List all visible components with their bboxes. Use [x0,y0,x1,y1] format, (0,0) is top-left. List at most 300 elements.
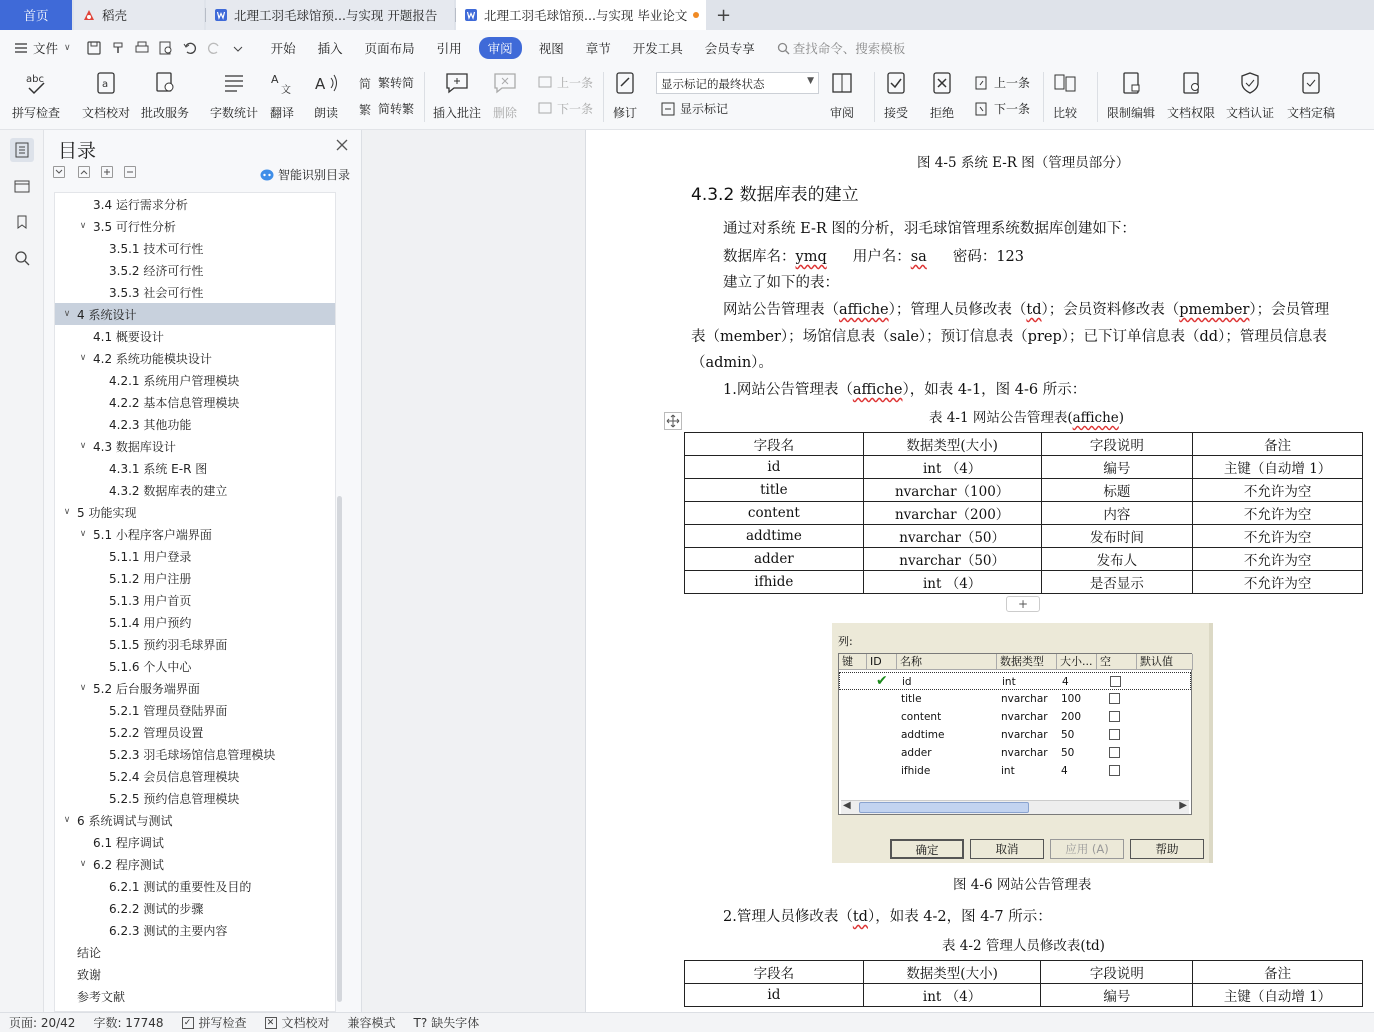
toc-item[interactable] [55,809,336,831]
toc-panel-icon[interactable] [10,138,34,162]
toc-item[interactable] [55,633,336,655]
toc-item[interactable] [55,963,336,985]
command-search-placeholder: 查找命令、搜索模板 [792,41,906,56]
toc-item[interactable] [55,545,336,567]
table-header-cell: 字段名 [685,961,864,984]
doc-finalize-button[interactable] [1287,70,1335,121]
reject-button[interactable] [929,70,955,121]
word-doc-icon [464,8,478,22]
toc-list [54,192,336,1012]
columns-grid [838,653,1192,815]
revise-button[interactable] [612,70,638,121]
traditional-to-simplified-label: 繁转简 [378,76,415,90]
grid-cell: nvarchar [1001,729,1048,741]
toc-item-label: 4.2.1 系统用户管理模块 [109,373,240,388]
grid-cell: 100 [1061,693,1082,705]
text-run: ) [1099,938,1105,954]
search-icon [777,42,790,55]
toc-item-label: 6.2 程序测试 [93,857,164,872]
table-header-cell: 字段说明 [1041,433,1193,456]
table-cell: 是否显示 [1041,571,1193,594]
toc-item-label: 6 系统调试与测试 [77,813,173,828]
menu-member[interactable]: 会员专享 [704,41,755,56]
chevron-down-icon[interactable]: ∨ [79,683,87,693]
table-header-row [685,961,1363,984]
nullable-checkbox [1109,693,1120,704]
nullable-checkbox [1109,747,1120,758]
paragraph-4-line-3: （admin）。 [691,355,773,371]
simplified-to-traditional-label: 简转繁 [378,102,415,116]
grid-cell: nvarchar [1001,693,1048,705]
spellcheck-status[interactable] [173,1014,256,1031]
revise-label: 修订 [612,106,637,120]
review-pane-button[interactable] [829,70,855,121]
document-page[interactable] [586,130,1374,1012]
menu-bar [0,30,1374,66]
ribbon-separator [1043,72,1044,122]
prev-comment-button[interactable] [537,74,593,91]
dialog-help-button: 帮助 [1130,839,1204,859]
next-comment-icon [537,101,553,117]
paragraph-2 [723,245,1024,266]
paragraph-1: 通过对系统 E-R 图的分析，羽毛球馆管理系统数据库创建如下： [723,221,1136,237]
text-run: ）；会员资料修改表（ [1041,302,1180,318]
toc-item[interactable] [55,655,336,677]
spellcheck-button[interactable] [12,70,60,121]
table-cell: int （4） [863,456,1041,479]
svg-text:简: 简 [359,76,372,91]
undo-icon[interactable] [181,39,199,57]
toc-item-label: 5.2.2 管理员设置 [109,725,204,740]
compare-button[interactable] [1052,70,1078,121]
toc-item[interactable] [55,743,336,765]
show-marks-label: 显示标记 [680,102,729,116]
menu-developer[interactable]: 开发工具 [632,41,683,56]
table-cell: 不允许为空 [1193,479,1363,502]
menu-review[interactable]: 审阅 [479,37,522,59]
table-row [685,502,1363,525]
nullable-checkbox [1109,765,1120,776]
table-cell: content [685,502,864,525]
restrict-edit-button[interactable] [1107,70,1155,121]
text-run: 2.管理人员修改表（ [723,909,853,925]
toc-item[interactable] [55,941,336,963]
toc-item[interactable] [55,589,336,611]
table-cell: nvarchar（50） [863,525,1041,548]
next-comment-button[interactable] [537,100,593,117]
tab-doc1-label: 北理工羽毛球馆预...与实现 开题报告 [234,8,438,23]
identity-check-icon: ✔ [876,673,888,689]
toc-item-label: 3.5.2 经济可行性 [109,263,204,278]
table-cell: 不允许为空 [1193,548,1363,571]
print-preview-icon[interactable] [157,39,175,57]
ribbon-separator [1097,72,1098,122]
toc-item-label: 结论 [77,945,102,960]
toc-item[interactable] [55,765,336,787]
doccheck-label: 文档校对 [82,106,131,120]
convert-icon [358,101,374,117]
unsaved-dot-icon [693,12,699,18]
file-menu[interactable] [0,39,82,57]
expand-up-icon[interactable] [78,166,90,178]
doc-cert-button[interactable] [1226,70,1274,121]
save-icon[interactable] [85,39,103,57]
traditional-to-simplified-button[interactable] [358,74,414,91]
grid-cell: nvarchar [1001,747,1048,759]
doc-finalize-label: 文档定稿 [1287,106,1336,120]
toc-item[interactable] [55,215,336,237]
toc-item[interactable] [55,919,336,941]
collapse-all-icon[interactable] [53,166,65,178]
delete-comment-label: 删除 [492,106,517,120]
tab-document-proposal[interactable] [206,0,454,30]
menu-references[interactable]: 引用 [436,41,462,56]
grid-cell: adder [901,747,932,759]
toc-item[interactable] [55,611,336,633]
toc-item[interactable] [55,501,336,523]
figure-4-6-caption: 图 4-6 网站公告管理表 [953,877,1092,893]
text-run: 1.网站公告管理表（ [723,382,853,398]
show-marks-button[interactable] [660,100,728,117]
table-cell: 内容 [1041,502,1193,525]
toc-item-label: 5.2.4 会员信息管理模块 [109,769,240,784]
doccheck-button[interactable] [82,70,130,121]
toc-panel [44,130,362,1012]
paragraph-4-line-1 [723,298,1329,319]
tab-document-thesis[interactable] [456,0,706,30]
doc-permission-button[interactable] [1167,70,1215,121]
check-icon: ✓ [182,1017,194,1029]
svg-text:A: A [271,73,279,86]
table-add-row-button[interactable]: + [1006,596,1040,612]
table-cell: 编号 [1041,456,1193,479]
toc-item[interactable] [55,435,336,457]
next-change-label: 下一条 [994,102,1031,116]
chevron-down-icon[interactable]: ∨ [79,353,87,363]
tab-home[interactable] [0,0,72,30]
menu-insert[interactable]: 插入 [317,41,343,56]
toc-item[interactable] [55,523,336,545]
toc-item-label: 5.1.1 用户登录 [109,549,192,564]
toc-item[interactable] [55,325,336,347]
text-run: ），如表 4-1，图 4-6 所示： [902,382,1087,398]
word-doc-icon [214,8,228,22]
grid-cell: id [902,676,912,688]
toc-item[interactable] [55,985,336,1007]
table-4-1-caption [929,406,1124,426]
track-state-value: 显示标记的最终状态 [661,77,765,91]
translate-label: 翻译 [269,106,294,120]
grid-cell: int [1001,765,1015,777]
grid-row [839,708,1191,726]
reject-icon [929,70,955,96]
chevron-down-icon[interactable]: ∨ [79,859,87,869]
spellcheck-label: 拼写检查 [12,106,61,120]
proof-status-label: 文档校对 [281,1016,330,1030]
paragraph-5 [723,378,1086,399]
missing-font-label: 缺失字体 [431,1016,480,1030]
grid-cell: 4 [1061,765,1068,777]
user-label: 用户名： [852,249,911,265]
doc-cert-label: 文档认证 [1226,106,1275,120]
toc-item-label: 5.1.4 用户预约 [109,615,192,630]
toc-item[interactable] [55,677,336,699]
toc-item-label: 3.5.3 社会可行性 [109,285,204,300]
toc-item-label: 5.2 后台服务端界面 [93,681,200,696]
toc-item[interactable] [55,831,336,853]
menu-view[interactable]: 视图 [538,41,564,56]
toc-item[interactable] [55,347,336,369]
chevron-down-icon: ▼ [807,76,814,86]
chevron-down-icon[interactable]: ∨ [63,309,71,319]
toc-item[interactable] [55,897,336,919]
annotate-service-label: 批改服务 [141,106,190,120]
track-state-select[interactable] [656,72,819,94]
chevron-down-icon[interactable]: ∨ [79,221,87,231]
proof-status[interactable] [256,1014,339,1031]
svg-text:abc: abc [26,74,44,85]
columns-label: 列: [838,635,853,648]
toc-item-label: 5.1 小程序客户端界面 [93,527,212,542]
svg-text:繁: 繁 [359,102,372,117]
wordcount-label: 字数统计 [210,106,259,120]
text-run: 网站公告管理表（ [723,302,839,318]
read-aloud-button[interactable] [313,70,339,121]
hamburger-icon [14,42,28,54]
toc-item[interactable] [55,457,336,479]
finalize-icon [1298,70,1324,96]
nav-icon-strip [0,130,44,1012]
ribbon-separator [603,72,604,122]
toc-item[interactable] [55,479,336,501]
table-cell: id [685,456,864,479]
db-name-value: ymq [795,249,827,265]
db-name-label: 数据库名： [723,249,796,265]
ribbon-separator [874,72,875,122]
compare-label: 比较 [1052,106,1077,120]
svg-text:文: 文 [281,85,291,96]
toc-item-label: 6.2.3 测试的主要内容 [109,923,228,938]
new-tab-button[interactable]: + [716,5,732,26]
toc-item[interactable] [55,721,336,743]
daoke-icon [82,8,96,22]
page-indicator[interactable]: 页面: 20/42 [9,1016,76,1030]
smart-toc-button[interactable] [260,166,350,183]
redo-icon[interactable] [205,39,223,57]
nullable-checkbox [1109,729,1120,740]
table-cell: ifhide [685,571,864,594]
toc-item[interactable] [55,193,336,215]
grid-header: 名称 [897,654,997,670]
remove-level-icon[interactable] [124,166,136,178]
table-cell: 主键（自动增 1） [1193,456,1363,479]
annotate-service-button[interactable] [141,70,189,121]
text-run: td [852,909,868,925]
page-margin-area [362,130,586,1012]
dialog-ok-button: 确定 [890,839,964,859]
menu-start[interactable]: 开始 [270,41,296,56]
table-cell: addtime [685,525,864,548]
table-row [685,525,1363,548]
toc-item[interactable] [55,413,336,435]
toc-item[interactable] [55,787,336,809]
spellcheck-icon [23,70,49,96]
delete-comment-button[interactable] [492,70,518,121]
convert-icon [358,75,374,91]
bookmark-icon[interactable] [10,210,34,234]
toc-item-label: 6.1 程序调试 [93,835,164,850]
accept-icon [883,70,909,96]
table-cell: nvarchar（200） [863,502,1041,525]
table-header-cell: 数据类型(大小) [863,433,1041,456]
tab-bar [0,0,1374,30]
table-4-1[interactable] [684,432,1363,594]
table-cell: 发布人 [1041,548,1193,571]
toc-item[interactable] [55,369,336,391]
text-run: td [1026,302,1042,318]
text-run: td [1085,938,1100,954]
format-painter-icon[interactable] [109,39,127,57]
toc-item[interactable] [55,303,336,325]
missing-font-status[interactable] [405,1014,489,1031]
text-run: ），如表 4-2，图 4-7 所示： [867,909,1052,925]
table-header-cell: 字段名 [685,433,864,456]
menu-chapter[interactable]: 章节 [585,41,611,56]
restrict-edit-label: 限制编辑 [1107,106,1156,120]
next-change-button[interactable] [974,100,1030,117]
chevron-down-icon[interactable]: ∨ [79,441,87,451]
file-menu-label: 文件 [33,41,59,56]
table-4-2[interactable] [684,960,1363,1007]
grid-row [839,690,1191,708]
tab-daoke[interactable] [74,0,204,30]
grid-header: 大小... [1057,654,1097,670]
accept-button[interactable] [883,70,909,121]
word-count[interactable]: 字数: 17748 [93,1016,164,1030]
review-pane-label: 审阅 [829,106,854,120]
toc-item-label: 4.2.2 基本信息管理模块 [109,395,240,410]
annotate-service-icon [152,70,178,96]
toc-item[interactable] [55,699,336,721]
toc-item-label: 4.3 数据库设计 [93,439,176,454]
chevron-down-icon[interactable]: ∨ [63,815,71,825]
toc-item-label: 5.1.2 用户注册 [109,571,192,586]
table-cell: 不允许为空 [1193,525,1363,548]
grid-horizontal-scrollbar[interactable] [841,800,1189,814]
wordcount-button[interactable] [210,70,258,121]
table-cell: adder [685,548,864,571]
translate-button[interactable] [269,70,295,121]
permission-icon [1178,70,1204,96]
track-changes-icon [612,70,638,96]
toc-item[interactable] [55,875,336,897]
nullable-checkbox [1110,676,1121,687]
toc-item[interactable] [55,567,336,589]
chevron-down-icon[interactable]: ∨ [63,507,71,517]
paragraph-6 [723,905,1052,926]
next-change-icon [974,101,990,117]
read-aloud-label: 朗读 [313,106,338,120]
close-icon[interactable] [335,138,349,152]
grid-cell: ifhide [901,765,931,777]
table-header-row [685,433,1363,456]
search-icon[interactable] [10,246,34,270]
columns-dialog-screenshot [832,623,1213,863]
chevron-down-icon: ∨ [64,43,71,53]
dialog-cancel-button: 取消 [970,839,1044,859]
chapter-nav-icon[interactable] [10,174,34,198]
wordcount-icon [221,70,247,96]
grid-header: 键 [839,654,867,670]
status-bar [0,1012,1374,1032]
table-cell: 发布时间 [1041,525,1193,548]
show-marks-icon [660,101,676,117]
compat-mode[interactable]: 兼容模式 [347,1016,396,1030]
toc-item[interactable] [55,237,336,259]
ai-icon [260,169,274,181]
toc-item-label: 5.1.5 预约羽毛球界面 [109,637,228,652]
grid-row [839,762,1191,780]
font-warning-icon: T? [413,1015,428,1030]
proof-icon: ✕ [265,1017,277,1029]
section-heading: 4.3.2 数据库表的建立 [691,185,859,205]
doc-check-icon [93,70,119,96]
grid-cell: content [901,711,942,723]
table-header-cell: 备注 [1193,433,1363,456]
insert-comment-button[interactable] [433,70,481,121]
tab-home-label: 首页 [23,8,49,23]
prev-change-button[interactable] [974,74,1030,91]
toc-item-label: 5.2.1 管理员登陆界面 [109,703,228,718]
nullable-checkbox [1109,711,1120,722]
chevron-down-icon[interactable]: ∨ [79,529,87,539]
command-search[interactable] [766,39,917,57]
grid-row [839,726,1191,744]
text-run: affiche [839,302,889,318]
text-run: 表 4-1 网站公告管理表( [929,410,1073,426]
user-value: sa [910,249,927,265]
toc-item-label: 3.5.1 技术可行性 [109,241,204,256]
toc-item-label: 3.5 可行性分析 [93,219,176,234]
table-move-handle[interactable] [664,412,682,430]
print-icon[interactable] [133,39,151,57]
add-level-icon[interactable] [101,166,113,178]
grid-header: 数据类型 [997,654,1057,670]
toc-item[interactable] [55,259,336,281]
grid-header: 空 [1097,654,1137,670]
scroll-thumb [859,802,1029,813]
toc-item[interactable] [55,281,336,303]
grid-cell: title [901,693,922,705]
table-row [685,548,1363,571]
simplified-to-traditional-button[interactable] [358,100,414,117]
text-run: pmember [1179,302,1250,318]
tab-daoke-label: 稻壳 [102,8,128,23]
toc-item[interactable] [55,391,336,413]
toc-item-label: 5.2.3 羽毛球场馆信息管理模块 [109,747,276,762]
quick-access-more-icon[interactable] [229,39,247,57]
table-header-cell: 数据类型(大小) [863,961,1041,984]
toc-item[interactable] [55,853,336,875]
toc-item-label: 4.2 系统功能模块设计 [93,351,212,366]
toc-item-label: 4.3.2 数据库表的建立 [109,483,228,498]
menu-page-layout[interactable]: 页面布局 [364,41,415,56]
toc-item-label: 3.4 运行需求分析 [93,197,188,212]
text-run: affiche [1072,410,1119,426]
toc-scrollbar[interactable] [337,496,342,1002]
svg-text:a: a [102,79,109,90]
grid-row [839,744,1191,762]
